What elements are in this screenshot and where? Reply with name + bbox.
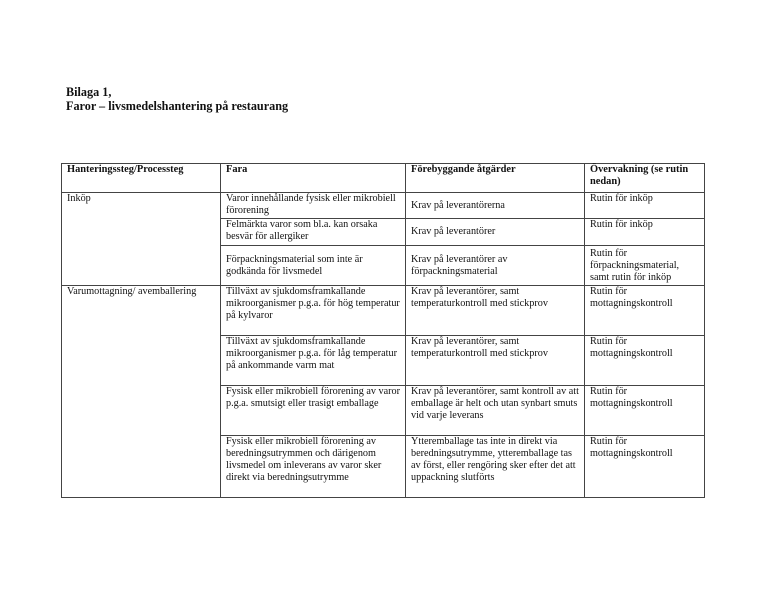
- table-row: [62, 193, 705, 219]
- monitoring-cell: Rutin för inköp: [585, 219, 705, 246]
- header-preventive: Förebyggande åtgärder: [406, 164, 585, 193]
- monitoring-cell: Rutin för förpackningsmaterial, samt rutin för inköp: [585, 246, 705, 286]
- preventive-cell: Krav på leverantörerna: [406, 193, 585, 219]
- monitoring-cell: Rutin för mottagningskontroll: [585, 286, 705, 336]
- document-title: [66, 85, 288, 113]
- monitoring-cell: Rutin för inköp: [585, 193, 705, 219]
- preventive-cell: Ytteremballage tas inte in direkt via beredningsutrymme, ytteremballage tas av först, eller rengöring sker efter det att uppackning slutförts: [406, 436, 585, 498]
- title-line-1: Bilaga 1,: [66, 85, 112, 99]
- header-monitoring: Övervakning (se rutin nedan): [585, 164, 705, 193]
- preventive-cell: Krav på leverantörer av förpackningsmaterial: [406, 246, 585, 286]
- hazard-cell: Felmärkta varor som bl.a. kan orsaka besvär för allergiker: [221, 219, 406, 246]
- hazard-cell: Fysisk eller mikrobiell förorening av beredningsutrymmen och därigenom livsmedel om inleverans av varor sker direkt via beredningsutrymme: [221, 436, 406, 498]
- preventive-cell: Krav på leverantörer, samt temperaturkontroll med stickprov: [406, 286, 585, 336]
- hazard-table: [61, 163, 705, 498]
- title-line-2: Faror – livsmedelshantering på restaurang: [66, 99, 289, 113]
- preventive-cell: Krav på leverantörer, samt temperaturkontroll med stickprov: [406, 336, 585, 386]
- table-row: [62, 286, 705, 336]
- monitoring-cell: Rutin för mottagningskontroll: [585, 436, 705, 498]
- header-step: Hanteringssteg/Processteg: [62, 164, 221, 193]
- hazard-cell: Förpackningsmaterial som inte är godkända för livsmedel: [221, 246, 406, 286]
- hazard-cell: Fysisk eller mikrobiell förorening av varor p.g.a. smutsigt eller trasigt emballage: [221, 386, 406, 436]
- hazard-cell: Tillväxt av sjukdomsframkallande mikroorganismer p.g.a. för låg temperatur på ankommande varm mat: [221, 336, 406, 386]
- step-cell: Varumottagning/ avemballering: [62, 286, 221, 498]
- monitoring-cell: Rutin för mottagningskontroll: [585, 386, 705, 436]
- hazard-cell: Varor innehållande fysisk eller mikrobiell förorening: [221, 193, 406, 219]
- table-header-row: [62, 164, 705, 193]
- preventive-cell: Krav på leverantörer: [406, 219, 585, 246]
- hazard-cell: Tillväxt av sjukdomsframkallande mikroorganismer p.g.a. för hög temperatur på kylvaror: [221, 286, 406, 336]
- step-cell: Inköp: [62, 193, 221, 286]
- monitoring-cell: Rutin för mottagningskontroll: [585, 336, 705, 386]
- preventive-cell: Krav på leverantörer, samt kontroll av att emballage är helt och utan synbart smuts vid varje leverans: [406, 386, 585, 436]
- header-hazard: Fara: [221, 164, 406, 193]
